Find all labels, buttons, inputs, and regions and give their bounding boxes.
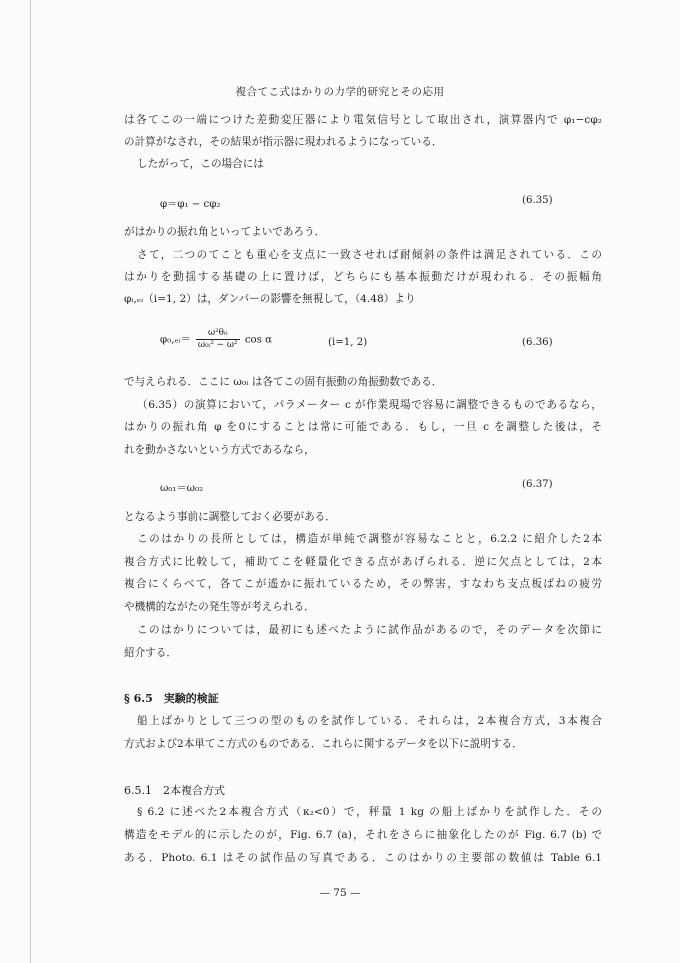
text-line: れを動かさないという方式であるなら， bbox=[124, 444, 315, 456]
running-header: 複合てこ式はかりの力学的研究とその応用 bbox=[235, 86, 445, 98]
equation-fraction bbox=[196, 328, 240, 351]
text-line: さて，二つのてことも重心を支点に一致させれば耐傾斜の条件は満足されている．この bbox=[137, 249, 602, 261]
text-line: がはかりの振れ角といってよいであろう． bbox=[124, 226, 326, 238]
text-line: （6.35）の演算において，パラメーター c が作業現場で容易に調整できるものであるなら， bbox=[137, 399, 602, 411]
equation-number: (6.37) bbox=[522, 479, 553, 490]
fraction-numerator: ω²θ₀ bbox=[196, 328, 240, 340]
text-line: 紹介する． bbox=[124, 647, 177, 659]
equation-number: (6.36) bbox=[522, 337, 553, 348]
equation-6-35: φ＝φ₁ − cφ₂ bbox=[160, 199, 221, 210]
text-line: 構造をモデル的に示したのが，Fig. 6.7 (a)，それをさらに抽象化したのが Fig. 6.7 (b) で bbox=[124, 829, 602, 841]
text-line: 方式および2本単てこ方式のものである．これらに関するデータを以下に説明する． bbox=[124, 738, 523, 750]
text-line: はかりの振れ角 φ を0にすることは常に可能である．もし，一旦 c を調整した後は，そ bbox=[124, 421, 602, 433]
text-line: ある．Photo. 6.1 はその試作品の写真である．このはかりの主要部の数値は Table 6.1 bbox=[124, 852, 602, 864]
text-line: はかりを動揺する基礎の上に置けば，どちらにも基本振動だけが現われる．その振幅角 bbox=[124, 271, 602, 283]
section-heading: § 6.5 実験的検証 bbox=[124, 692, 219, 705]
equation-condition: (i=1, 2) bbox=[328, 337, 368, 348]
equation-rhs: cos α bbox=[244, 334, 272, 346]
text-line: は各てこの一端につけた差動変圧器により電気信号として取出され，演算器内で φ₁−cφ₂ bbox=[124, 114, 602, 126]
text-line: このはかりについては，最初にも述べたように試作品があるので，そのデータを次節に bbox=[137, 624, 602, 636]
text-line: 複合にくらべて，各てこが遙かに振れているため，その弊害，すなわち支点板ばねの疲労 bbox=[124, 578, 602, 590]
text-line: φᵢ,ₑᵢ（i=1, 2）は，ダンパーの影響を無視して，（4.48）より bbox=[124, 293, 416, 305]
text-line: したがって，この場合には bbox=[137, 158, 264, 170]
equation-number: (6.35) bbox=[522, 195, 553, 206]
text-line: 複合方式に比較して，補助てこを軽量化できる点があげられる．逆に欠点としては，2本 bbox=[124, 556, 602, 568]
text-line: 船上ばかりとして三つの型のものを試作している．それらは，2本複合方式，3本複合 bbox=[137, 715, 602, 727]
text-line: で与えられる．ここに ω₀ᵢ は各てこの固有振動の角振動数である． bbox=[124, 376, 443, 388]
page-number: — 75 — bbox=[319, 887, 361, 899]
text-line: このはかりの長所としては，構造が単純で調整が容易なことと，6.2.2 に紹介した2本 bbox=[137, 533, 602, 545]
equation-6-37: ω₀₁＝ω₀₂ bbox=[160, 483, 204, 494]
equation-6-36 bbox=[160, 328, 272, 351]
text-line: や機構的ながたの発生等が考えられる． bbox=[124, 601, 315, 613]
fraction-denominator: ω₀ᵢ² − ω² bbox=[197, 340, 238, 350]
equation-lhs: φ₀,ₑᵢ＝ bbox=[160, 334, 191, 346]
text-line: となるよう事前に調整しておく必要がある． bbox=[124, 511, 336, 523]
subsection-heading: 6.5.1 2本複合方式 bbox=[124, 784, 225, 797]
text-line: § 6.2 に述べた2本複合方式（κ₂<0）で，秤量 1 kg の船上ばかりを試作した．その bbox=[137, 806, 602, 818]
text-line: の計算がなされ，その結果が指示器に現われるようになっている． bbox=[124, 136, 443, 148]
